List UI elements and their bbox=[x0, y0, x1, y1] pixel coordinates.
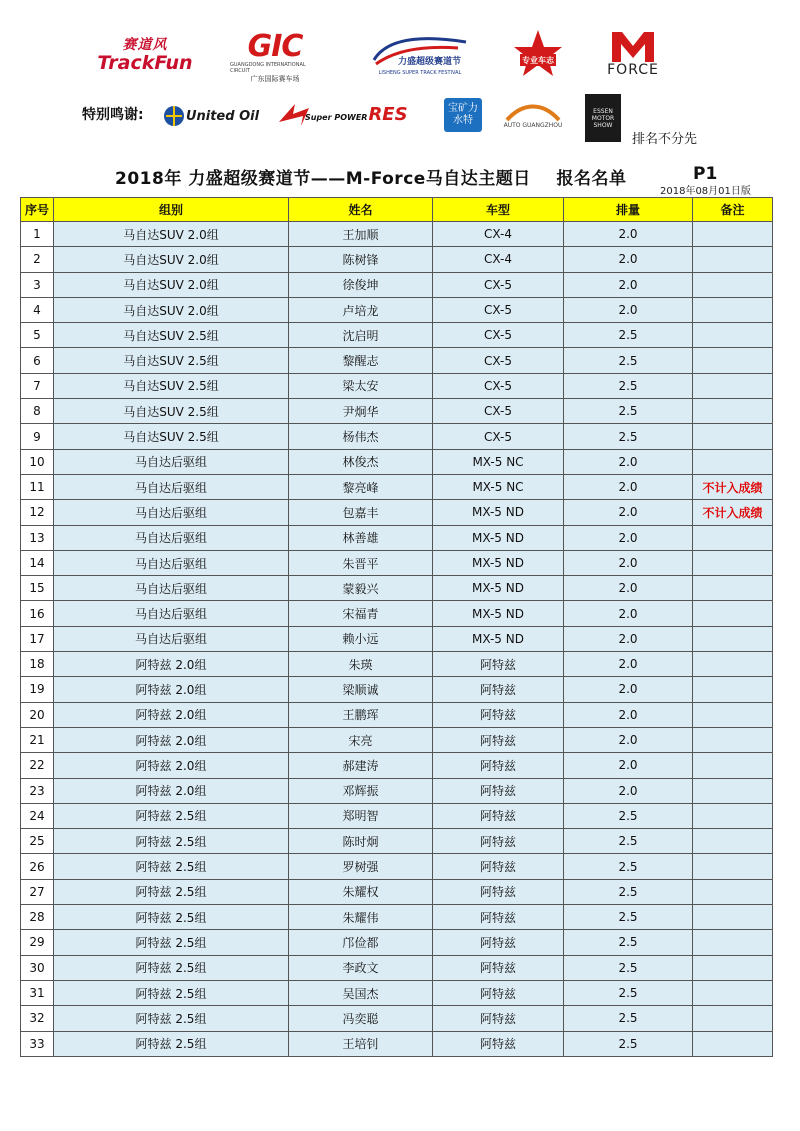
table-row bbox=[21, 424, 773, 449]
model-cell: 阿特兹 bbox=[433, 930, 564, 955]
group-cell: 阿特兹 2.5组 bbox=[54, 905, 289, 930]
model-cell: 阿特兹 bbox=[433, 702, 564, 727]
model-cell: CX-5 bbox=[433, 399, 564, 424]
group-cell: 马自达SUV 2.5组 bbox=[54, 348, 289, 373]
group-cell: 马自达后驱组 bbox=[54, 500, 289, 525]
displacement-cell: 2.5 bbox=[564, 980, 693, 1005]
group-cell: 马自达后驱组 bbox=[54, 626, 289, 651]
displacement-cell: 2.0 bbox=[564, 474, 693, 499]
name-cell: 宋福青 bbox=[289, 601, 433, 626]
remark-cell bbox=[693, 702, 773, 727]
table-row bbox=[21, 702, 773, 727]
model-cell: CX-5 bbox=[433, 424, 564, 449]
table-row bbox=[21, 323, 773, 348]
group-cell: 阿特兹 2.5组 bbox=[54, 803, 289, 828]
edition-date: 2018年08月01日版 bbox=[660, 186, 751, 197]
row-number: 7 bbox=[21, 373, 54, 398]
row-number: 18 bbox=[21, 652, 54, 677]
displacement-cell: 2.5 bbox=[564, 930, 693, 955]
model-cell: MX-5 NC bbox=[433, 474, 564, 499]
group-cell: 马自达SUV 2.0组 bbox=[54, 272, 289, 297]
model-cell: 阿特兹 bbox=[433, 803, 564, 828]
essen-line3: SHOW bbox=[593, 121, 613, 129]
name-cell: 包嘉丰 bbox=[289, 500, 433, 525]
displacement-cell: 2.0 bbox=[564, 525, 693, 550]
remark-cell bbox=[693, 449, 773, 474]
row-number: 33 bbox=[21, 1031, 54, 1056]
group-cell: 马自达后驱组 bbox=[54, 449, 289, 474]
remark-cell bbox=[693, 955, 773, 980]
row-number: 19 bbox=[21, 677, 54, 702]
displacement-cell: 2.0 bbox=[564, 272, 693, 297]
united-oil-globe-icon bbox=[162, 104, 186, 128]
name-cell: 黎醒志 bbox=[289, 348, 433, 373]
model-cell: 阿特兹 bbox=[433, 1006, 564, 1031]
table-row bbox=[21, 829, 773, 854]
group-cell: 阿特兹 2.5组 bbox=[54, 930, 289, 955]
name-cell: 陈树锋 bbox=[289, 247, 433, 272]
displacement-cell: 2.0 bbox=[564, 677, 693, 702]
model-cell: 阿特兹 bbox=[433, 854, 564, 879]
displacement-cell: 2.5 bbox=[564, 424, 693, 449]
remark-cell bbox=[693, 323, 773, 348]
row-number: 2 bbox=[21, 247, 54, 272]
group-cell: 阿特兹 2.0组 bbox=[54, 702, 289, 727]
table-row bbox=[21, 222, 773, 247]
gic-cn: 广东国际赛车场 bbox=[250, 75, 300, 83]
remark-cell bbox=[693, 525, 773, 550]
united-oil-text: United Oil bbox=[185, 108, 260, 124]
row-number: 23 bbox=[21, 778, 54, 803]
displacement-cell: 2.0 bbox=[564, 727, 693, 752]
table-row bbox=[21, 626, 773, 651]
name-cell: 杨伟杰 bbox=[289, 424, 433, 449]
water-logo bbox=[444, 98, 482, 132]
remark-cell bbox=[693, 652, 773, 677]
group-cell: 阿特兹 2.0组 bbox=[54, 677, 289, 702]
row-number: 3 bbox=[21, 272, 54, 297]
displacement-cell: 2.0 bbox=[564, 652, 693, 677]
displacement-cell: 2.0 bbox=[564, 576, 693, 601]
group-cell: 马自达SUV 2.5组 bbox=[54, 399, 289, 424]
model-cell: 阿特兹 bbox=[433, 879, 564, 904]
model-cell: CX-5 bbox=[433, 323, 564, 348]
displacement-cell: 2.0 bbox=[564, 550, 693, 575]
model-cell: CX-5 bbox=[433, 272, 564, 297]
model-cell: MX-5 ND bbox=[433, 525, 564, 550]
name-cell: 林善雄 bbox=[289, 525, 433, 550]
row-number: 32 bbox=[21, 1006, 54, 1031]
name-cell: 沈启明 bbox=[289, 323, 433, 348]
group-cell: 阿特兹 2.5组 bbox=[54, 854, 289, 879]
water-line2: 水特 bbox=[453, 115, 473, 126]
table-row bbox=[21, 272, 773, 297]
model-cell: 阿特兹 bbox=[433, 727, 564, 752]
group-cell: 马自达SUV 2.5组 bbox=[54, 424, 289, 449]
remark-cell: 不计入成绩 bbox=[693, 474, 773, 499]
row-number: 1 bbox=[21, 222, 54, 247]
displacement-cell: 2.0 bbox=[564, 778, 693, 803]
festival-swoosh-icon bbox=[368, 34, 472, 70]
essen-line2: MOTOR bbox=[591, 114, 615, 122]
displacement-cell: 2.5 bbox=[564, 373, 693, 398]
remark-cell: 不计入成绩 bbox=[693, 500, 773, 525]
row-number: 25 bbox=[21, 829, 54, 854]
table-row bbox=[21, 449, 773, 474]
model-cell: 阿特兹 bbox=[433, 829, 564, 854]
name-cell: 罗树强 bbox=[289, 854, 433, 879]
water-line1: 宝矿力 bbox=[448, 103, 478, 114]
column-header-displacement: 排量 bbox=[564, 198, 693, 222]
table-row bbox=[21, 550, 773, 575]
festival-sub: LISHENG SUPER TRACK FESTIVAL bbox=[378, 70, 462, 76]
table-row bbox=[21, 1006, 773, 1031]
table-row bbox=[21, 778, 773, 803]
row-number: 28 bbox=[21, 905, 54, 930]
model-cell: MX-5 ND bbox=[433, 550, 564, 575]
model-cell: CX-4 bbox=[433, 222, 564, 247]
page-title: 2018年 力盛超级赛道节——M-Force马自达主题日 报名名单 bbox=[115, 169, 627, 189]
displacement-cell: 2.0 bbox=[564, 449, 693, 474]
group-cell: 阿特兹 2.5组 bbox=[54, 829, 289, 854]
gic-sub: GUANGDONG INTERNATIONAL CIRCUIT bbox=[230, 62, 306, 74]
festival-logo bbox=[365, 34, 475, 76]
column-header-group: 组别 bbox=[54, 198, 289, 222]
auto-guangzhou-logo bbox=[500, 100, 566, 132]
remark-cell bbox=[693, 601, 773, 626]
remark-cell bbox=[693, 854, 773, 879]
group-cell: 马自达后驱组 bbox=[54, 601, 289, 626]
model-cell: MX-5 ND bbox=[433, 601, 564, 626]
remark-cell bbox=[693, 930, 773, 955]
name-cell: 朱瑛 bbox=[289, 652, 433, 677]
model-cell: 阿特兹 bbox=[433, 677, 564, 702]
name-cell: 徐俊坤 bbox=[289, 272, 433, 297]
name-cell: 李政文 bbox=[289, 955, 433, 980]
table-row bbox=[21, 955, 773, 980]
table-row bbox=[21, 373, 773, 398]
row-number: 22 bbox=[21, 753, 54, 778]
displacement-cell: 2.5 bbox=[564, 323, 693, 348]
table-row bbox=[21, 854, 773, 879]
model-cell: 阿特兹 bbox=[433, 778, 564, 803]
remark-cell bbox=[693, 576, 773, 601]
row-number: 14 bbox=[21, 550, 54, 575]
remark-cell bbox=[693, 803, 773, 828]
super-power-icon bbox=[275, 100, 368, 130]
essen-logo bbox=[585, 94, 621, 142]
name-cell: 冯奕聪 bbox=[289, 1006, 433, 1031]
festival-cn: 力盛超级赛道节 bbox=[398, 57, 462, 67]
remark-cell bbox=[693, 222, 773, 247]
displacement-cell: 2.0 bbox=[564, 222, 693, 247]
name-cell: 邓辉振 bbox=[289, 778, 433, 803]
remark-cell bbox=[693, 626, 773, 651]
displacement-cell: 2.0 bbox=[564, 247, 693, 272]
displacement-cell: 2.5 bbox=[564, 399, 693, 424]
remark-cell bbox=[693, 829, 773, 854]
group-cell: 马自达后驱组 bbox=[54, 550, 289, 575]
remark-cell bbox=[693, 247, 773, 272]
table-row bbox=[21, 677, 773, 702]
row-number: 15 bbox=[21, 576, 54, 601]
displacement-cell: 2.5 bbox=[564, 1006, 693, 1031]
pro-magazine-logo bbox=[512, 28, 564, 80]
row-number: 30 bbox=[21, 955, 54, 980]
group-cell: 马自达SUV 2.5组 bbox=[54, 323, 289, 348]
table-row bbox=[21, 576, 773, 601]
table-row bbox=[21, 879, 773, 904]
group-cell: 马自达后驱组 bbox=[54, 576, 289, 601]
remark-cell bbox=[693, 550, 773, 575]
group-cell: 马自达SUV 2.0组 bbox=[54, 297, 289, 322]
auto-arc-icon bbox=[503, 104, 563, 122]
name-cell: 梁顺诚 bbox=[289, 677, 433, 702]
name-cell: 朱耀权 bbox=[289, 879, 433, 904]
remark-cell bbox=[693, 1031, 773, 1056]
name-cell: 吴国杰 bbox=[289, 980, 433, 1005]
row-number: 20 bbox=[21, 702, 54, 727]
name-cell: 林俊杰 bbox=[289, 449, 433, 474]
page-number: P1 bbox=[693, 164, 718, 184]
res-text: RES bbox=[368, 103, 408, 125]
row-number: 13 bbox=[21, 525, 54, 550]
remark-cell bbox=[693, 677, 773, 702]
table-row bbox=[21, 803, 773, 828]
row-number: 24 bbox=[21, 803, 54, 828]
model-cell: 阿特兹 bbox=[433, 955, 564, 980]
name-cell: 邝俭都 bbox=[289, 930, 433, 955]
mforce-m-icon bbox=[608, 28, 658, 64]
sponsor-row bbox=[0, 94, 800, 152]
remark-cell bbox=[693, 727, 773, 752]
table-row bbox=[21, 247, 773, 272]
mforce-m: M bbox=[632, 54, 634, 55]
table-row bbox=[21, 727, 773, 752]
row-number: 16 bbox=[21, 601, 54, 626]
trackfun-en: TrackFun bbox=[97, 52, 193, 74]
remark-cell bbox=[693, 424, 773, 449]
remark-cell bbox=[693, 778, 773, 803]
displacement-cell: 2.5 bbox=[564, 348, 693, 373]
group-cell: 阿特兹 2.5组 bbox=[54, 1006, 289, 1031]
organizer-logos bbox=[0, 28, 800, 88]
model-cell: 阿特兹 bbox=[433, 652, 564, 677]
trackfun-cn: 赛道风 bbox=[122, 37, 168, 53]
displacement-cell: 2.0 bbox=[564, 500, 693, 525]
group-cell: 阿特兹 2.5组 bbox=[54, 1031, 289, 1056]
group-cell: 阿特兹 2.5组 bbox=[54, 955, 289, 980]
auto-guangzhou-text: AUTO GUANGZHOU bbox=[503, 121, 563, 129]
model-cell: 阿特兹 bbox=[433, 753, 564, 778]
remark-cell bbox=[693, 272, 773, 297]
table-row bbox=[21, 1031, 773, 1056]
super-power-logo bbox=[275, 100, 368, 130]
name-cell: 赖小远 bbox=[289, 626, 433, 651]
remark-cell bbox=[693, 297, 773, 322]
group-cell: 马自达SUV 2.0组 bbox=[54, 222, 289, 247]
column-header-remark: 备注 bbox=[693, 198, 773, 222]
row-number: 8 bbox=[21, 399, 54, 424]
displacement-cell: 2.0 bbox=[564, 626, 693, 651]
model-cell: MX-5 ND bbox=[433, 576, 564, 601]
group-cell: 阿特兹 2.0组 bbox=[54, 727, 289, 752]
res-logo bbox=[352, 102, 424, 126]
row-number: 12 bbox=[21, 500, 54, 525]
table-row bbox=[21, 930, 773, 955]
name-cell: 卢培龙 bbox=[289, 297, 433, 322]
column-header-number: 序号 bbox=[21, 198, 54, 222]
gic-logo bbox=[230, 29, 320, 84]
name-cell: 尹炯华 bbox=[289, 399, 433, 424]
mforce-text: FORCE bbox=[607, 62, 659, 78]
star-text: 专业车志 bbox=[522, 56, 554, 65]
red-star-icon bbox=[512, 28, 564, 80]
table-header-row bbox=[21, 198, 773, 222]
row-number: 11 bbox=[21, 474, 54, 499]
displacement-cell: 2.5 bbox=[564, 803, 693, 828]
name-cell: 王培钊 bbox=[289, 1031, 433, 1056]
name-cell: 王加顺 bbox=[289, 222, 433, 247]
registration-table bbox=[20, 197, 773, 1057]
trackfun-logo bbox=[97, 34, 193, 74]
displacement-cell: 2.5 bbox=[564, 854, 693, 879]
model-cell: MX-5 NC bbox=[433, 449, 564, 474]
displacement-cell: 2.0 bbox=[564, 601, 693, 626]
row-number: 21 bbox=[21, 727, 54, 752]
row-number: 26 bbox=[21, 854, 54, 879]
table-body bbox=[21, 222, 773, 1057]
name-cell: 蒙毅兴 bbox=[289, 576, 433, 601]
table-row bbox=[21, 297, 773, 322]
displacement-cell: 2.5 bbox=[564, 955, 693, 980]
column-header-model: 车型 bbox=[433, 198, 564, 222]
model-cell: MX-5 ND bbox=[433, 626, 564, 651]
model-cell: CX-5 bbox=[433, 348, 564, 373]
model-cell: 阿特兹 bbox=[433, 980, 564, 1005]
row-number: 9 bbox=[21, 424, 54, 449]
row-number: 4 bbox=[21, 297, 54, 322]
name-cell: 梁太安 bbox=[289, 373, 433, 398]
table-row bbox=[21, 980, 773, 1005]
row-number: 17 bbox=[21, 626, 54, 651]
group-cell: 阿特兹 2.0组 bbox=[54, 753, 289, 778]
remark-cell bbox=[693, 373, 773, 398]
essen-line1: ESSEN bbox=[593, 107, 613, 115]
group-cell: 阿特兹 2.0组 bbox=[54, 778, 289, 803]
mforce-logo bbox=[598, 28, 668, 78]
gic-en: GIC bbox=[247, 29, 303, 64]
group-cell: 马自达SUV 2.5组 bbox=[54, 373, 289, 398]
name-cell: 王鹏珲 bbox=[289, 702, 433, 727]
displacement-cell: 2.5 bbox=[564, 829, 693, 854]
column-header-name: 姓名 bbox=[289, 198, 433, 222]
remark-cell bbox=[693, 348, 773, 373]
table-row bbox=[21, 905, 773, 930]
displacement-cell: 2.5 bbox=[564, 905, 693, 930]
remark-cell bbox=[693, 399, 773, 424]
displacement-cell: 2.0 bbox=[564, 702, 693, 727]
row-number: 5 bbox=[21, 323, 54, 348]
table-row bbox=[21, 399, 773, 424]
thanks-label: 特别鸣谢: bbox=[82, 107, 144, 123]
name-cell: 郑明智 bbox=[289, 803, 433, 828]
name-cell: 朱晋平 bbox=[289, 550, 433, 575]
remark-cell bbox=[693, 879, 773, 904]
group-cell: 马自达后驱组 bbox=[54, 525, 289, 550]
group-cell: 马自达SUV 2.0组 bbox=[54, 247, 289, 272]
displacement-cell: 2.5 bbox=[564, 1031, 693, 1056]
super-power-text: Super POWER bbox=[305, 113, 368, 122]
displacement-cell: 2.0 bbox=[564, 753, 693, 778]
model-cell: 阿特兹 bbox=[433, 1031, 564, 1056]
sort-note: 排名不分先 bbox=[632, 132, 698, 147]
remark-cell bbox=[693, 905, 773, 930]
row-number: 31 bbox=[21, 980, 54, 1005]
row-number: 29 bbox=[21, 930, 54, 955]
table-row bbox=[21, 652, 773, 677]
row-number: 10 bbox=[21, 449, 54, 474]
remark-cell bbox=[693, 753, 773, 778]
remark-cell bbox=[693, 1006, 773, 1031]
table-row bbox=[21, 753, 773, 778]
table-row bbox=[21, 500, 773, 525]
row-number: 27 bbox=[21, 879, 54, 904]
united-oil-logo bbox=[158, 102, 263, 130]
table-row bbox=[21, 525, 773, 550]
name-cell: 黎亮峰 bbox=[289, 474, 433, 499]
name-cell: 郝建涛 bbox=[289, 753, 433, 778]
group-cell: 阿特兹 2.0组 bbox=[54, 652, 289, 677]
group-cell: 马自达后驱组 bbox=[54, 474, 289, 499]
model-cell: CX-5 bbox=[433, 373, 564, 398]
name-cell: 陈时炯 bbox=[289, 829, 433, 854]
group-cell: 阿特兹 2.5组 bbox=[54, 980, 289, 1005]
name-cell: 宋亮 bbox=[289, 727, 433, 752]
model-cell: CX-5 bbox=[433, 297, 564, 322]
row-number: 6 bbox=[21, 348, 54, 373]
displacement-cell: 2.5 bbox=[564, 879, 693, 904]
displacement-cell: 2.0 bbox=[564, 297, 693, 322]
table-row bbox=[21, 601, 773, 626]
group-cell: 阿特兹 2.5组 bbox=[54, 879, 289, 904]
remark-cell bbox=[693, 980, 773, 1005]
model-cell: MX-5 ND bbox=[433, 500, 564, 525]
model-cell: 阿特兹 bbox=[433, 905, 564, 930]
table-row bbox=[21, 474, 773, 499]
table-row bbox=[21, 348, 773, 373]
model-cell: CX-4 bbox=[433, 247, 564, 272]
name-cell: 朱耀伟 bbox=[289, 905, 433, 930]
